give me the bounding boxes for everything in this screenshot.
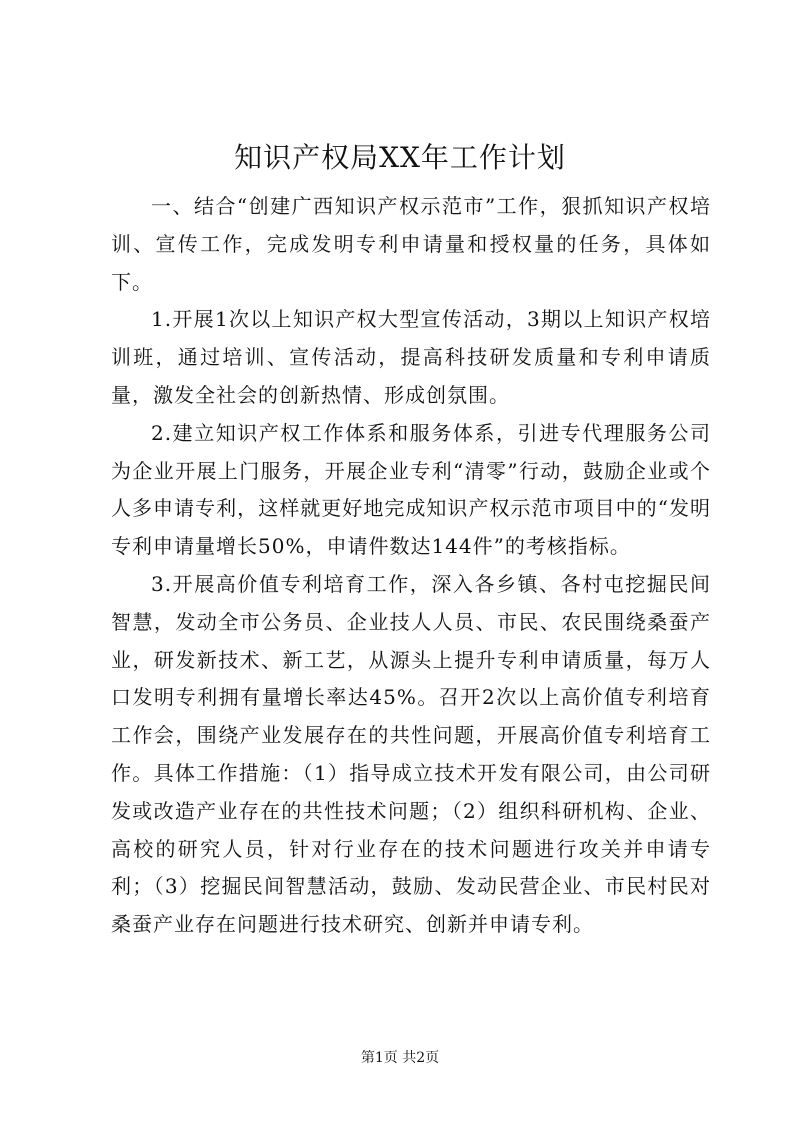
document-title: 知识产权局XX年工作计划 xyxy=(234,141,566,174)
paragraph-item-1: 1.开展1次以上知识产权大型宣传活动，3期以上知识产权培训班，通过培训、宣传活动，提高科技研发质量和专利申请质量，激发全社会的创新热情、形成创氛围。 xyxy=(111,307,711,407)
paragraph-section-one: 一、结合“创建广西知识产权示范市”工作，狠抓知识产权培训、宣传工作，完成发明专利申请量和授权量的任务，具体如下。 xyxy=(111,194,711,294)
paragraph-item-3: 3.开展高价值专利培育工作，深入各乡镇、各村屯挖掘民间智慧，发动全市公务员、企业技人人员、市民、农民围绕桑蚕产业，研发新技术、新工艺，从源头上提升专利申请质量，每万人口发明专利拥有量增长率达45%。召开2次以上高价值专利培育工作会，围绕产业发展存在的共性问题，开展高价值专利培育工作。具体工作措施：（1）指导成立技术开发有限公司，由公司研发或改造产业存在的共性技术问题；（2）组织科研机构、企业、高校的研究人员，针对行业存在的技术问题进行攻关并申请专利；（3）挖掘民间智慧活动，鼓励、发动民营企业、市民村民对桑蚕产业存在问题进行技术研究、创新并申请专利。 xyxy=(111,571,711,937)
paragraph-item-2: 2.建立知识产权工作体系和服务体系，引进专代理服务公司为企业开展上门服务，开展企业专利“清零”行动，鼓励企业或个人多申请专利，这样就更好地完成知识产权示范市项目中的“发明专利申请量增长50%，申请件数达144件”的考核指标。 xyxy=(111,420,711,559)
page-number-footer: 第1页 共2页 xyxy=(360,1050,440,1066)
document-body xyxy=(111,188,711,944)
